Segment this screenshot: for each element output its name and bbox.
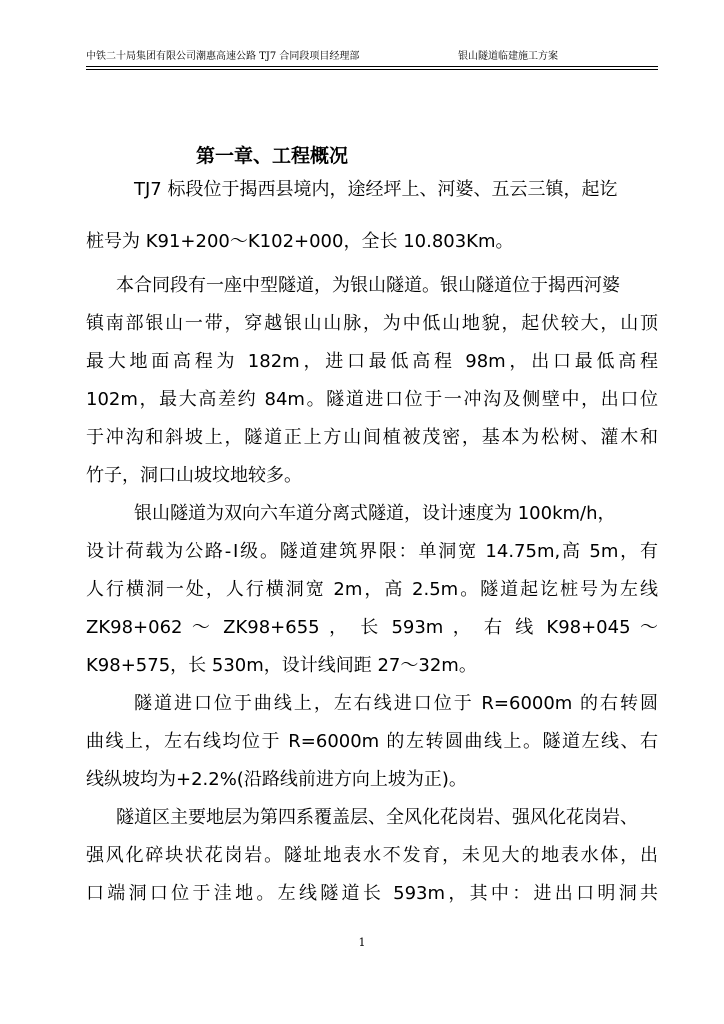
header-left-text: 中铁二十局集团有限公司潮惠高速公路 TJ7 合同段项目经理部 <box>86 51 360 62</box>
text-line: K98+575，长 530m，设计线间距 27～32m。 <box>86 655 477 676</box>
text-line: 桩号为 K91+200～K102+000，全长 10.803Km。 <box>86 231 514 252</box>
text-line: 镇南部银山一带，穿越银山山脉，为中低山地貌，起伏较大，山顶 <box>86 313 658 334</box>
text-line: 本合同段有一座中型隧道，为银山隧道。银山隧道位于揭西河婆 <box>116 275 620 296</box>
chapter-title: 第一章、工程概况 <box>196 145 349 167</box>
text-line: 最大地面高程为 182m，进口最低高程 98m，出口最低高程 <box>86 351 658 372</box>
page-header <box>86 50 658 67</box>
header-right-text: 银山隧道临建施工方案 <box>458 51 558 62</box>
text-line: 竹子，洞口山坡坟地较多。 <box>86 465 302 486</box>
page-number: 1 <box>358 936 366 949</box>
text-line: 于冲沟和斜坡上，隧道正上方山间植被茂密，基本为松树、灌木和 <box>86 427 658 448</box>
text-line: 隧道进口位于曲线上，左右线进口位于 R=6000m 的右转圆 <box>134 693 658 714</box>
text-line: 强风化碎块状花岗岩。隧址地表水不发育，未见大的地表水体，出 <box>86 845 658 866</box>
text-line: 设计荷载为公路-Ⅰ级。隧道建筑界限：单洞宽 14.75m,高 5m，有 <box>86 541 658 562</box>
text-line: 银山隧道为双向六车道分离式隧道，设计速度为 100km/h， <box>134 503 616 524</box>
text-line: 口端洞口位于洼地。左线隧道长 593m，其中：进出口明洞共 <box>86 883 658 904</box>
text-line: TJ7 标段位于揭西县境内，途经坪上、河婆、五云三镇，起讫 <box>134 179 618 200</box>
text-line: 102m，最大高差约 84m。隧道进口位于一冲沟及侧壁中，出口位 <box>86 389 658 410</box>
text-line: 隧道区主要地层为第四系覆盖层、全风化花岗岩、强风化花岗岩、 <box>116 807 638 828</box>
text-line: 人行横洞一处，人行横洞宽 2m，高 2.5m。隧道起讫桩号为左线 <box>86 579 658 600</box>
text-line: ZK98+062 ～ ZK98+655 ， 长 593m ， 右 线 K98+045 ～ <box>86 617 658 638</box>
text-line: 曲线上，左右线均位于 R=6000m 的左转圆曲线上。隧道左线、右 <box>86 731 658 752</box>
text-line: 线纵坡均为+2.2%(沿路线前进方向上坡为正)。 <box>86 769 467 790</box>
